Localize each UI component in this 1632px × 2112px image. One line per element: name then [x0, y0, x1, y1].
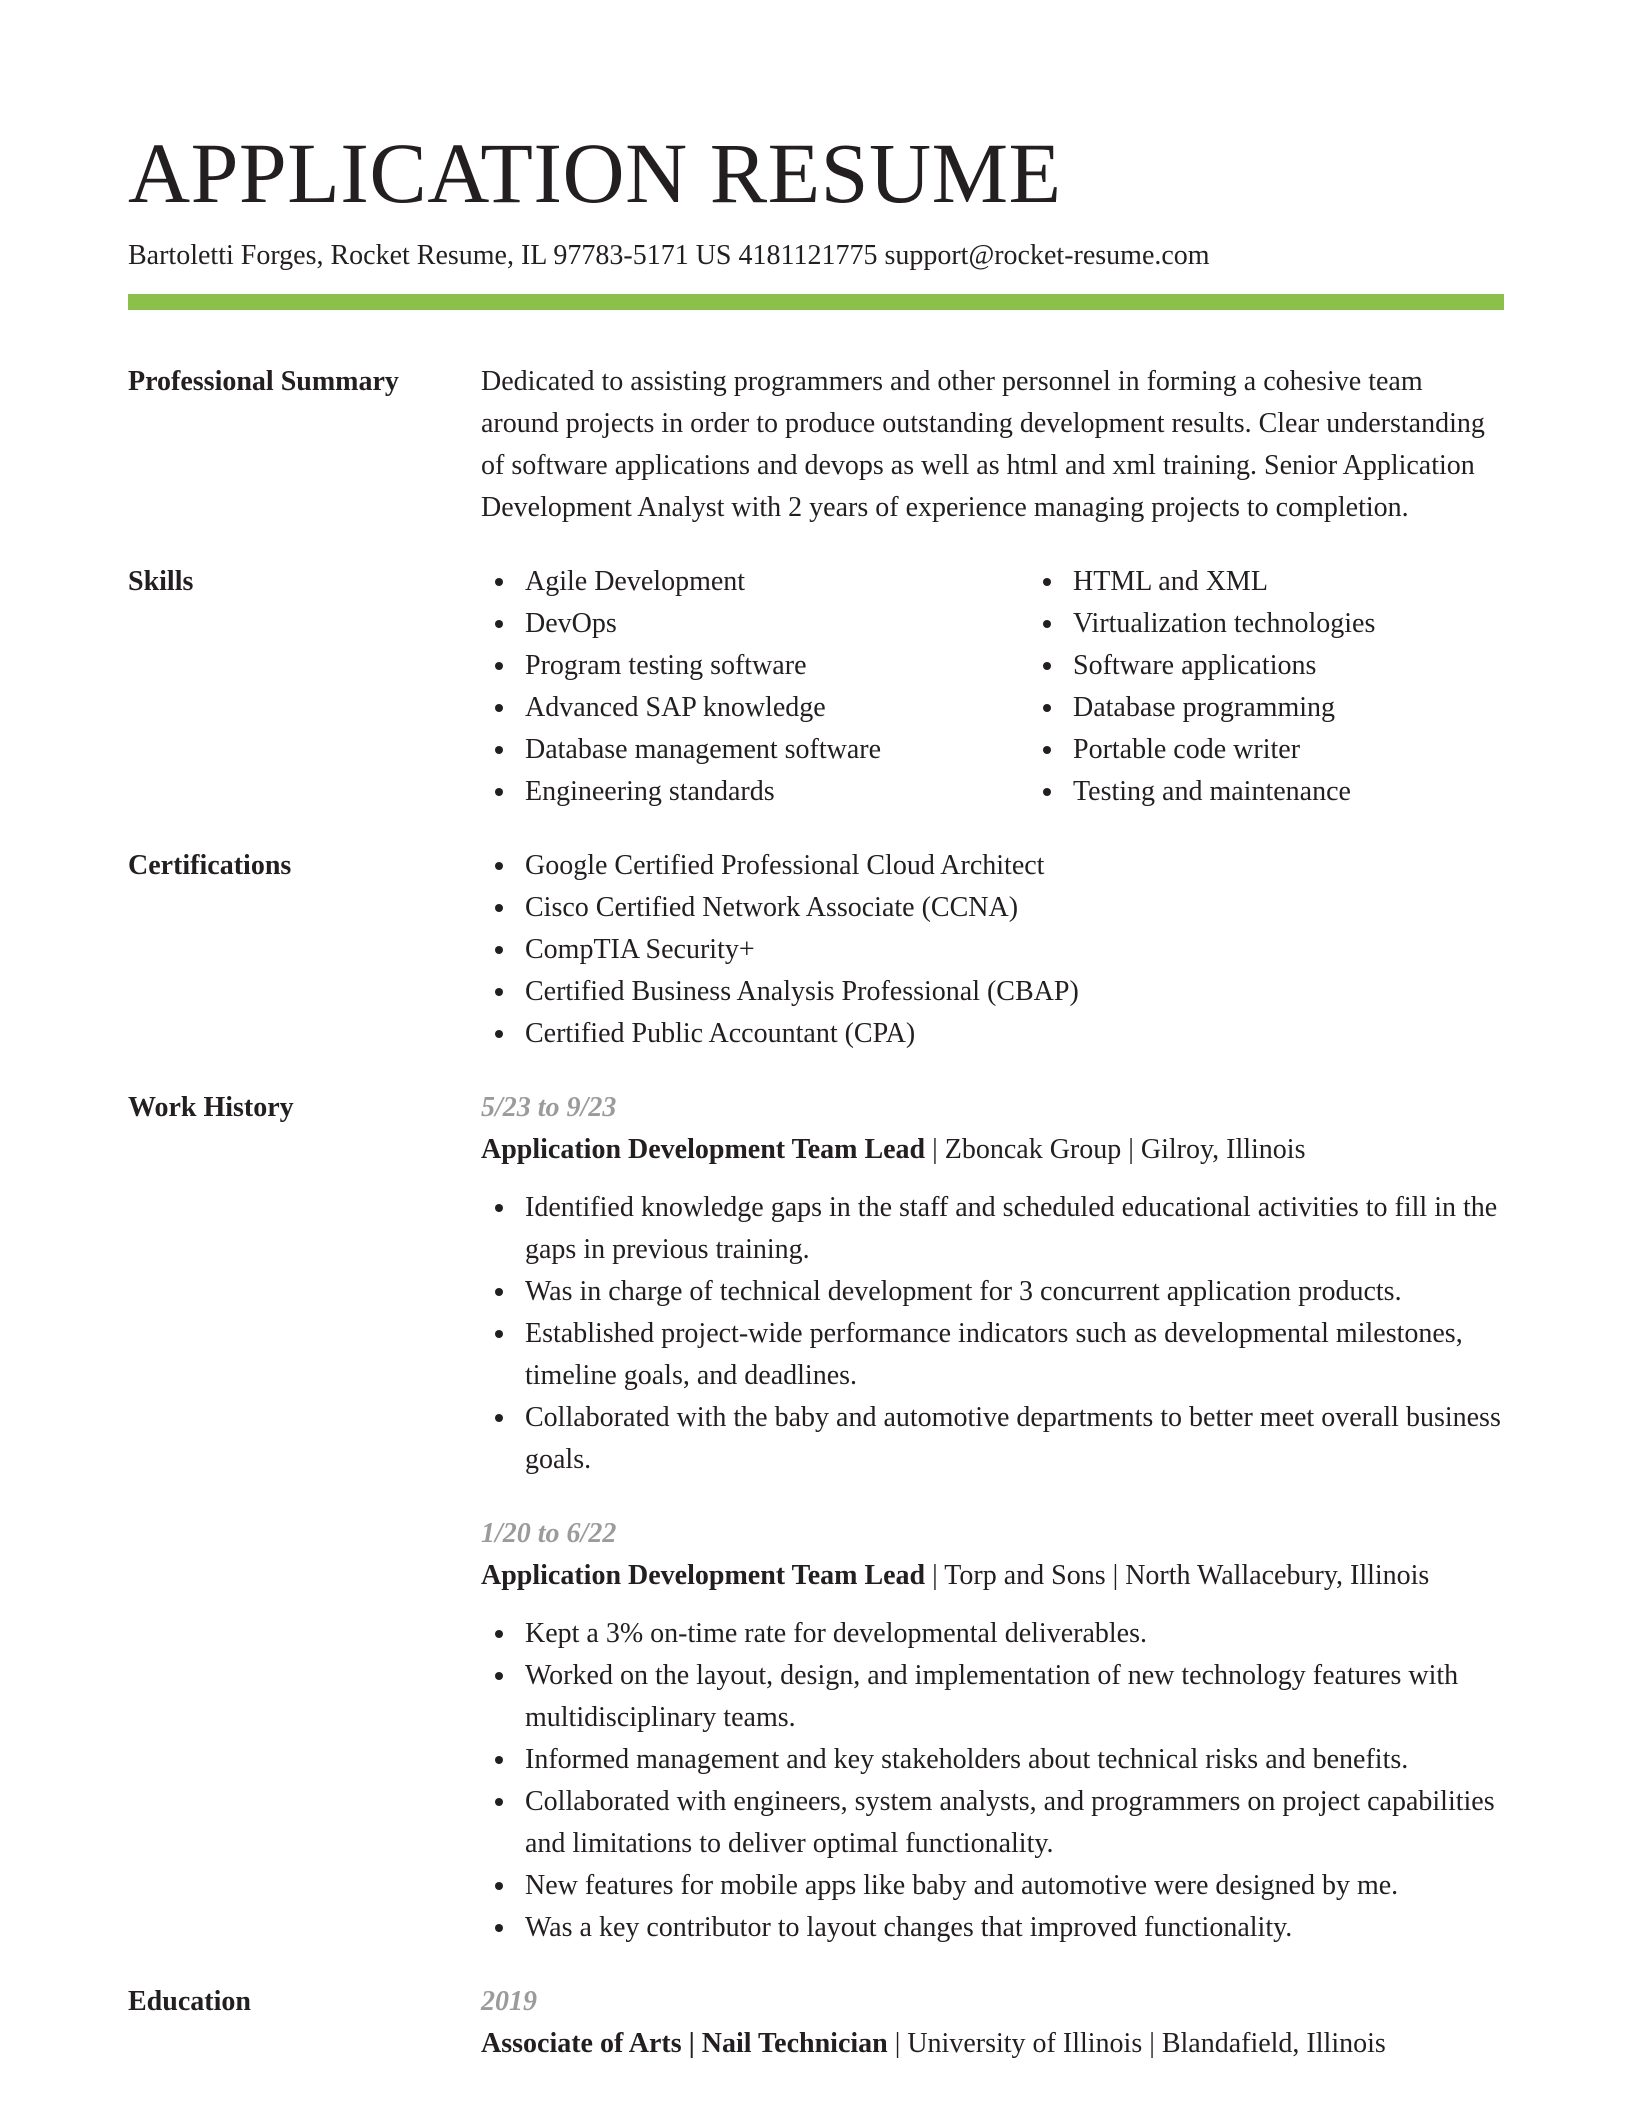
skill-item: Advanced SAP knowledge [525, 687, 1029, 729]
certification-item: Google Certified Professional Cloud Architect [525, 845, 1504, 887]
job-bullet: Collaborated with engineers, system analysts, and programmers on project capabilities and limitations to deliver optimal functionality. [525, 1781, 1504, 1865]
certifications-label: Certifications [128, 850, 292, 881]
job-dates: 5/23 to 9/23 [481, 1092, 617, 1123]
education-section [128, 1981, 1504, 2065]
education-label: Education [128, 1986, 251, 2017]
certification-item: Cisco Certified Network Associate (CCNA) [525, 887, 1504, 929]
skill-item: Database management software [525, 729, 1029, 771]
education-degree: Associate of Arts | Nail Technician [481, 2028, 888, 2059]
work-history-section [128, 1087, 1504, 1949]
skills-section [128, 561, 1504, 813]
contact-line: Bartoletti Forges, Rocket Resume, IL 97783-5171 US 4181121775 support@rocket-resume.com [128, 240, 1210, 271]
summary-label: Professional Summary [128, 366, 399, 397]
job-title: Application Development Team Lead [481, 1560, 926, 1591]
skill-item: Software applications [1073, 645, 1577, 687]
job-bullets [481, 1613, 1504, 1949]
accent-divider [128, 294, 1504, 310]
education-details: | University of Illinois | Blandafield, Illinois [887, 2028, 1386, 2059]
work-history-label: Work History [128, 1092, 294, 1123]
job-bullet: Informed management and key stakeholders about technical risks and benefits. [525, 1739, 1504, 1781]
summary-text: Dedicated to assisting programmers and other personnel in forming a cohesive team around projects in order to produce outstanding development results. Clear understanding of software applications and devops as well as html and xml training. Senior Application Development Analyst with 2 years of experience managing projects to completion. [481, 366, 1485, 523]
job-entry [481, 1087, 1504, 1481]
work-history-body [481, 1087, 1504, 1949]
education-body [481, 1981, 1504, 2065]
certifications-list [481, 845, 1504, 1055]
skill-item: Engineering standards [525, 771, 1029, 813]
skills-list-left [481, 561, 1029, 813]
certifications-section [128, 845, 1504, 1055]
job-entry [481, 1513, 1504, 1949]
job-details: | Torp and Sons | North Wallacebury, Illinois [925, 1560, 1430, 1591]
job-role-line [481, 1129, 1504, 1171]
skills-columns [481, 561, 1577, 813]
job-title: Application Development Team Lead [481, 1134, 926, 1165]
job-bullet: Worked on the layout, design, and implementation of new technology features with multidisciplinary teams. [525, 1655, 1504, 1739]
job-bullet: Was a key contributor to layout changes that improved functionality. [525, 1907, 1504, 1949]
skill-item: Virtualization technologies [1073, 603, 1577, 645]
skill-item: Program testing software [525, 645, 1029, 687]
skill-item: HTML and XML [1073, 561, 1577, 603]
job-details: | Zboncak Group | Gilroy, Illinois [925, 1134, 1306, 1165]
certification-item: CompTIA Security+ [525, 929, 1504, 971]
certifications-body [481, 845, 1504, 1055]
job-bullets [481, 1187, 1504, 1481]
skill-item: Database programming [1073, 687, 1577, 729]
skill-item: Testing and maintenance [1073, 771, 1577, 813]
skill-item: Agile Development [525, 561, 1029, 603]
skills-list-right [1029, 561, 1577, 813]
skills-label: Skills [128, 566, 194, 597]
education-line [481, 2023, 1504, 2065]
skill-item: DevOps [525, 603, 1029, 645]
education-year: 2019 [481, 1986, 537, 2017]
job-bullet: Collaborated with the baby and automotive departments to better meet overall business goals. [525, 1397, 1504, 1481]
job-bullet: Kept a 3% on-time rate for developmental deliverables. [525, 1613, 1504, 1655]
job-bullet: Identified knowledge gaps in the staff and scheduled educational activities to fill in the gaps in previous training. [525, 1187, 1504, 1271]
resume-title: APPLICATION RESUME [128, 125, 1062, 221]
certification-item: Certified Business Analysis Professional (CBAP) [525, 971, 1504, 1013]
certification-item: Certified Public Accountant (CPA) [525, 1013, 1504, 1055]
job-dates: 1/20 to 6/22 [481, 1518, 617, 1549]
job-bullet: New features for mobile apps like baby and automotive were designed by me. [525, 1865, 1504, 1907]
job-role-line [481, 1555, 1504, 1597]
job-bullet: Established project-wide performance indicators such as developmental milestones, timeline goals, and deadlines. [525, 1313, 1504, 1397]
summary-section [128, 361, 1504, 529]
job-bullet: Was in charge of technical development for 3 concurrent application products. [525, 1271, 1504, 1313]
skill-item: Portable code writer [1073, 729, 1577, 771]
